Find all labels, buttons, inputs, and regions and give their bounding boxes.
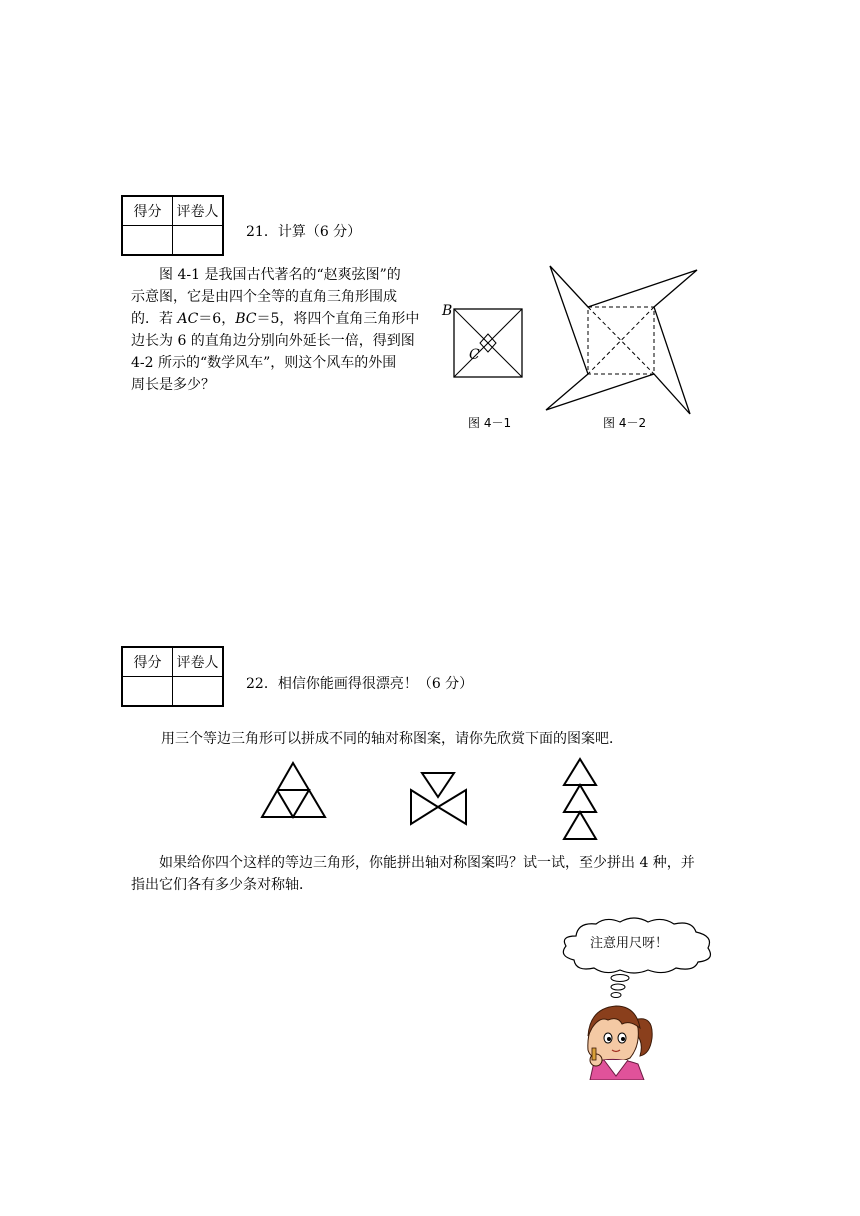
grader-cell[interactable] — [173, 226, 224, 256]
thought-bubble — [556, 914, 718, 1002]
grader-cell[interactable] — [173, 677, 224, 707]
score-box-22 — [121, 646, 224, 707]
label-b: B — [442, 303, 453, 319]
score-box-21 — [121, 195, 224, 256]
q21-line5: 4-2 所示的“数学风车”，则这个风车的外围 — [131, 355, 397, 371]
q21-line6: 周长是多少？ — [131, 377, 215, 393]
q21-line3: 的．若 AC＝6，BC＝5，将四个直角三角形中 — [131, 311, 420, 327]
grader-header: 评卷人 — [173, 196, 224, 226]
q21-title: 21．计算（6 分） — [246, 224, 362, 240]
triangle-pattern-2 — [408, 770, 470, 828]
q21-text — [131, 264, 436, 396]
score-header: 得分 — [122, 196, 173, 226]
triangle-pattern-3 — [561, 756, 601, 842]
q21-line4: 边长为 6 的直角边分别向外延长一倍，得到图 — [131, 333, 415, 349]
score-cell[interactable] — [122, 226, 173, 256]
cartoon-girl-icon — [578, 998, 658, 1080]
q22-task-line1: 如果给你四个这样的等边三角形，你能拼出轴对称图案吗？试一试，至少拼出 4 种，并 — [159, 855, 695, 871]
score-header: 得分 — [122, 647, 173, 677]
bubble-text: 注意用尺呀！ — [590, 936, 669, 951]
grader-header: 评卷人 — [173, 647, 224, 677]
q22-task-line2: 指出它们各有多少条对称轴． — [131, 877, 313, 893]
q22-intro: 用三个等边三角形可以拼成不同的轴对称图案，请你先欣赏下面的图案吧． — [161, 731, 623, 747]
q21-line2: 示意图，它是由四个全等的直角三角形围成 — [131, 289, 397, 305]
q22-task — [131, 852, 751, 896]
figure-4-1 — [438, 296, 533, 386]
figure-4-2 — [540, 262, 705, 417]
triangle-pattern-1 — [260, 760, 330, 820]
fig2-caption: 图 4－2 — [603, 416, 647, 430]
score-cell[interactable] — [122, 677, 173, 707]
q22-title: 22．相信你能画得很漂亮！（6 分） — [246, 676, 474, 692]
q21-line1: 图 4-1 是我国古代著名的“赵爽弦图”的 — [159, 267, 401, 283]
label-c: C — [469, 347, 480, 363]
fig1-caption: 图 4－1 — [468, 416, 512, 430]
